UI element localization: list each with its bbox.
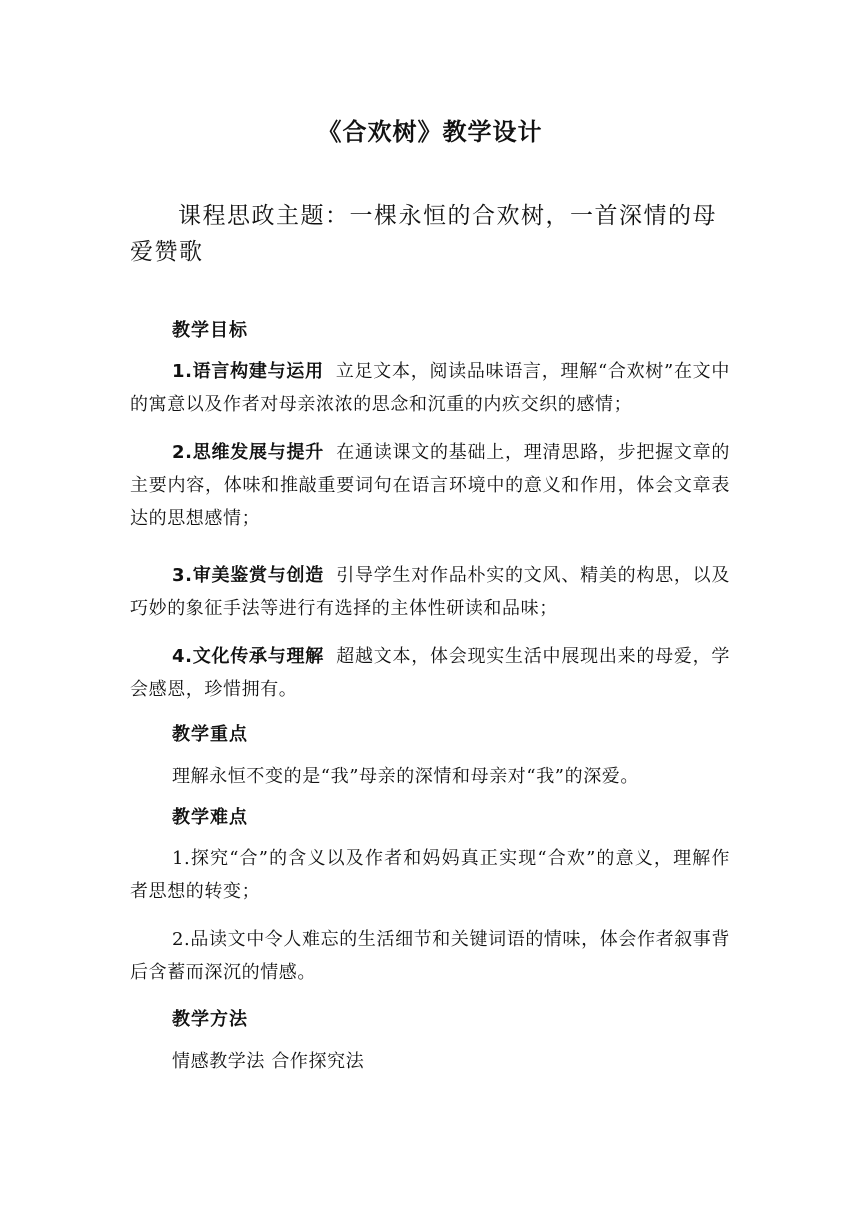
objective-item-4 bbox=[130, 640, 730, 706]
course-theme: 课程思政主题：一棵永恒的合欢树，一首深情的母爱赞歌 bbox=[130, 203, 717, 265]
document-title: 《合欢树》教学设计 bbox=[317, 118, 543, 146]
methods-heading: 教学方法 bbox=[172, 1009, 248, 1030]
difficulties-heading: 教学难点 bbox=[172, 807, 248, 828]
methods-text: 情感教学法 合作探究法 bbox=[172, 1051, 365, 1072]
difficulty-item-2: 2.品读文中令人难忘的生活细节和关键词语的情味，体会作者叙事背后含蓄而深沉的情感。 bbox=[130, 929, 730, 983]
objective-text: 在通读课文的基础上，理清思路，步把握文章的主要内容，体味和推敲重要词句在语言环境中的意义和作用，体会文章表达的思想感情； bbox=[130, 442, 730, 529]
key-points-text: 理解永恒不变的是“我”母亲的深情和母亲对“我”的深爱。 bbox=[172, 766, 640, 787]
objective-label: 1.语言构建与运用 bbox=[172, 361, 324, 382]
key-points-heading: 教学重点 bbox=[172, 724, 248, 745]
objective-label: 4.文化传承与理解 bbox=[172, 646, 325, 667]
objectives-heading: 教学目标 bbox=[172, 320, 248, 341]
objective-label: 2.思维发展与提升 bbox=[172, 442, 325, 463]
objective-item-3 bbox=[130, 559, 730, 625]
objective-label: 3.审美鉴赏与创造 bbox=[172, 565, 325, 586]
objective-item-1 bbox=[130, 355, 730, 421]
objective-text: 超越文本，体会现实生活中展现出来的母爱，学会感恩，珍惜拥有。 bbox=[130, 646, 730, 700]
difficulty-item-1: 1.探究“合”的含义以及作者和妈妈真正实现“合欢”的意义，理解作者思想的转变； bbox=[130, 848, 730, 902]
objective-text: 引导学生对作品朴实的文风、精美的构思，以及巧妙的象征手法等进行有选择的主体性研读和品味； bbox=[130, 565, 730, 619]
objective-text: 立足文本，阅读品味语言，理解“合欢树”在文中的寓意以及作者对母亲浓浓的思念和沉重的内疚交织的感情； bbox=[130, 361, 730, 415]
objective-item-2 bbox=[130, 436, 730, 535]
